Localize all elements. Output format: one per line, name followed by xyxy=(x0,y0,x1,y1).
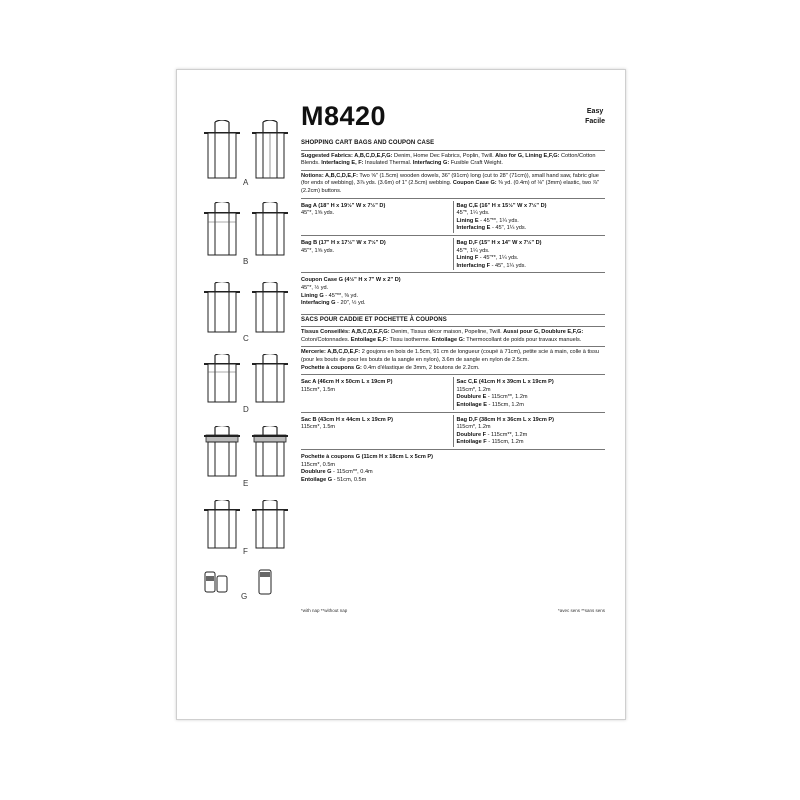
french-section-title: SACS POUR CADDIE ET POCHETTE À COUPONS xyxy=(301,316,447,323)
metrage-pochette-g: Pochette à coupons G (11cm H x 18cm L x 5cm P) 115cm*, 0.5m Doublure G - 115cm**, 0.4m Entoilage G - 51cm, 0.5m xyxy=(301,454,434,483)
yardage-bag-b: Bag B (17" H x 17½" W x 7½" D) 45"*, 1⅝ yds. xyxy=(301,239,386,254)
view-f xyxy=(195,500,295,570)
view-e xyxy=(195,426,295,496)
mercerie: Mercerie: A,B,C,D,E,F: 2 goujons en bois de 1.5cm, 91 cm de longueur (coupé à 71cm), petite scie à main, colle à tissu (pour les bouts de pour les bouts de la sangle en nylon), 3.6m de sangle en nylon de 2.5cm. Pochette à coupons G: 0.4m d'élastique de 3mm, 2 boutons de 2.2cm. xyxy=(301,349,599,371)
bag-e-side-drawing xyxy=(251,426,289,478)
bag-f-side-drawing xyxy=(251,500,289,550)
yardage-row-1 xyxy=(301,201,605,233)
bag-d-front-drawing xyxy=(203,354,241,404)
view-label-g: G xyxy=(241,592,248,601)
yardage-coupon-case-g: Coupon Case G (4½" H x 7" W x 2" D) 45"*, ½ yd. Lining G - 45"**, ⅜ yd. Interfacing G - 20", ½ yd. xyxy=(301,277,401,307)
suggested-fabrics: Suggested Fabrics: A,B,C,D,E,F,G: Denim, Home Dec Fabrics, Poplin, Twill. Also for G, Lining E,F,G: Cotton/Cotton Blends. Interfacing E, F: Insulated Thermal. Interfacing G: Fusible Craft Weight. xyxy=(301,152,596,167)
view-label-c: C xyxy=(243,334,249,343)
metrage-row-1 xyxy=(301,377,605,409)
view-c xyxy=(195,282,295,352)
view-b xyxy=(195,202,295,272)
view-label-f: F xyxy=(243,547,248,556)
metrage-sac-a: Sac A (46cm H x 50cm L x 19cm P) 115cm*, 1.5m xyxy=(301,379,393,393)
bag-b-front-drawing xyxy=(203,202,241,257)
tissus-conseilles: Tissus Conseillés: A,B,C,D,E,F,G: Denim, Tissus décor maison, Popeline, Twill. Aussi pour G, Doublure E,F,G: Coton/Cotonnades. Entoilage E,F: Tissu isotherme. Entoilage G: Thermocollant de poids pour travaux manuels. xyxy=(301,329,584,343)
view-label-d: D xyxy=(243,405,249,414)
coupon-case-closed-drawing xyxy=(258,568,272,596)
pattern-envelope-back xyxy=(176,69,626,720)
bag-e-front-drawing xyxy=(203,426,241,478)
pattern-number: M8420 xyxy=(301,101,387,131)
level-french: Facile xyxy=(585,118,605,125)
yardage-bag-ce: Bag C,E (16" H x 15½" W x 7½" D) 45"*, 1¼ yds. Lining E - 45"**, 1¼ yds. Interfacing E - 45", 1¼ yds. xyxy=(453,201,606,233)
metrage-sac-df: Bag D,F (38cm H x 36cm L x 19cm P) 115cm*, 1.2m Doublure F - 115cm**, 1.2m Entoilage F - 115cm, 1.2m xyxy=(453,415,606,447)
bag-c-front-drawing xyxy=(203,282,241,334)
bag-b-side-drawing xyxy=(251,202,289,257)
view-label-a: A xyxy=(243,178,249,187)
yardage-row-2 xyxy=(301,238,605,270)
metrage-row-2 xyxy=(301,415,605,447)
bag-a-side-drawing xyxy=(251,120,289,180)
view-label-e: E xyxy=(243,479,249,488)
level-english: Easy xyxy=(586,108,604,115)
view-a xyxy=(195,120,295,190)
nap-footnote-french: *avec sens **sans sens xyxy=(557,608,605,613)
metrage-sac-b: Sac B (43cm H x 44cm L x 19cm P) 115cm*, 1.5m xyxy=(301,416,393,431)
yardage-bag-df: Bag D,F (15" H x 14" W x 7½" D) 45"*, 1¼ yds. Lining F - 45"**, 1¼ yds. Interfacing F - 45", 1¼ yds. xyxy=(453,238,606,270)
bag-d-side-drawing xyxy=(251,354,289,404)
coupon-case-open-drawing xyxy=(203,568,229,596)
view-d xyxy=(195,354,295,424)
nap-footnote-english: *with nap **without nap xyxy=(301,608,348,613)
bag-a-front-drawing xyxy=(203,120,241,180)
bag-c-side-drawing xyxy=(251,282,289,334)
notions: Notions: A,B,C,D,E,F: Two ⅝" (1.5cm) wooden dowels, 36" (91cm) long (cut to 28" (71cm)), small hand saw, fabric glue (for ends of webbing), 3⅞ yds. (3.6m) of 1" (2.5cm) webbing. Coupon Case G: ⅜ yd. (0.4m) of ⅛" (3mm) elastic, two ⅞" (2.2cm) buttons. xyxy=(301,172,600,194)
pattern-details xyxy=(301,140,605,484)
english-section-title: SHOPPING CART BAGS AND COUPON CASE xyxy=(301,140,435,146)
view-label-b: B xyxy=(243,257,249,266)
bag-f-front-drawing xyxy=(203,500,241,550)
yardage-bag-a: Bag A (18" H x 19½" W x 7½" D) 45"*, 1⅝ yds. xyxy=(301,202,386,217)
view-g xyxy=(195,568,295,638)
metrage-sac-ce: Sac C,E (41cm H x 39cm L x 19cm P) 115cm*, 1.2m Doublure E - 115cm**, 1.2m Entoilage E - 115cm, 1.2m xyxy=(453,377,606,409)
difficulty-level xyxy=(585,107,605,127)
nap-footnote xyxy=(301,608,605,613)
